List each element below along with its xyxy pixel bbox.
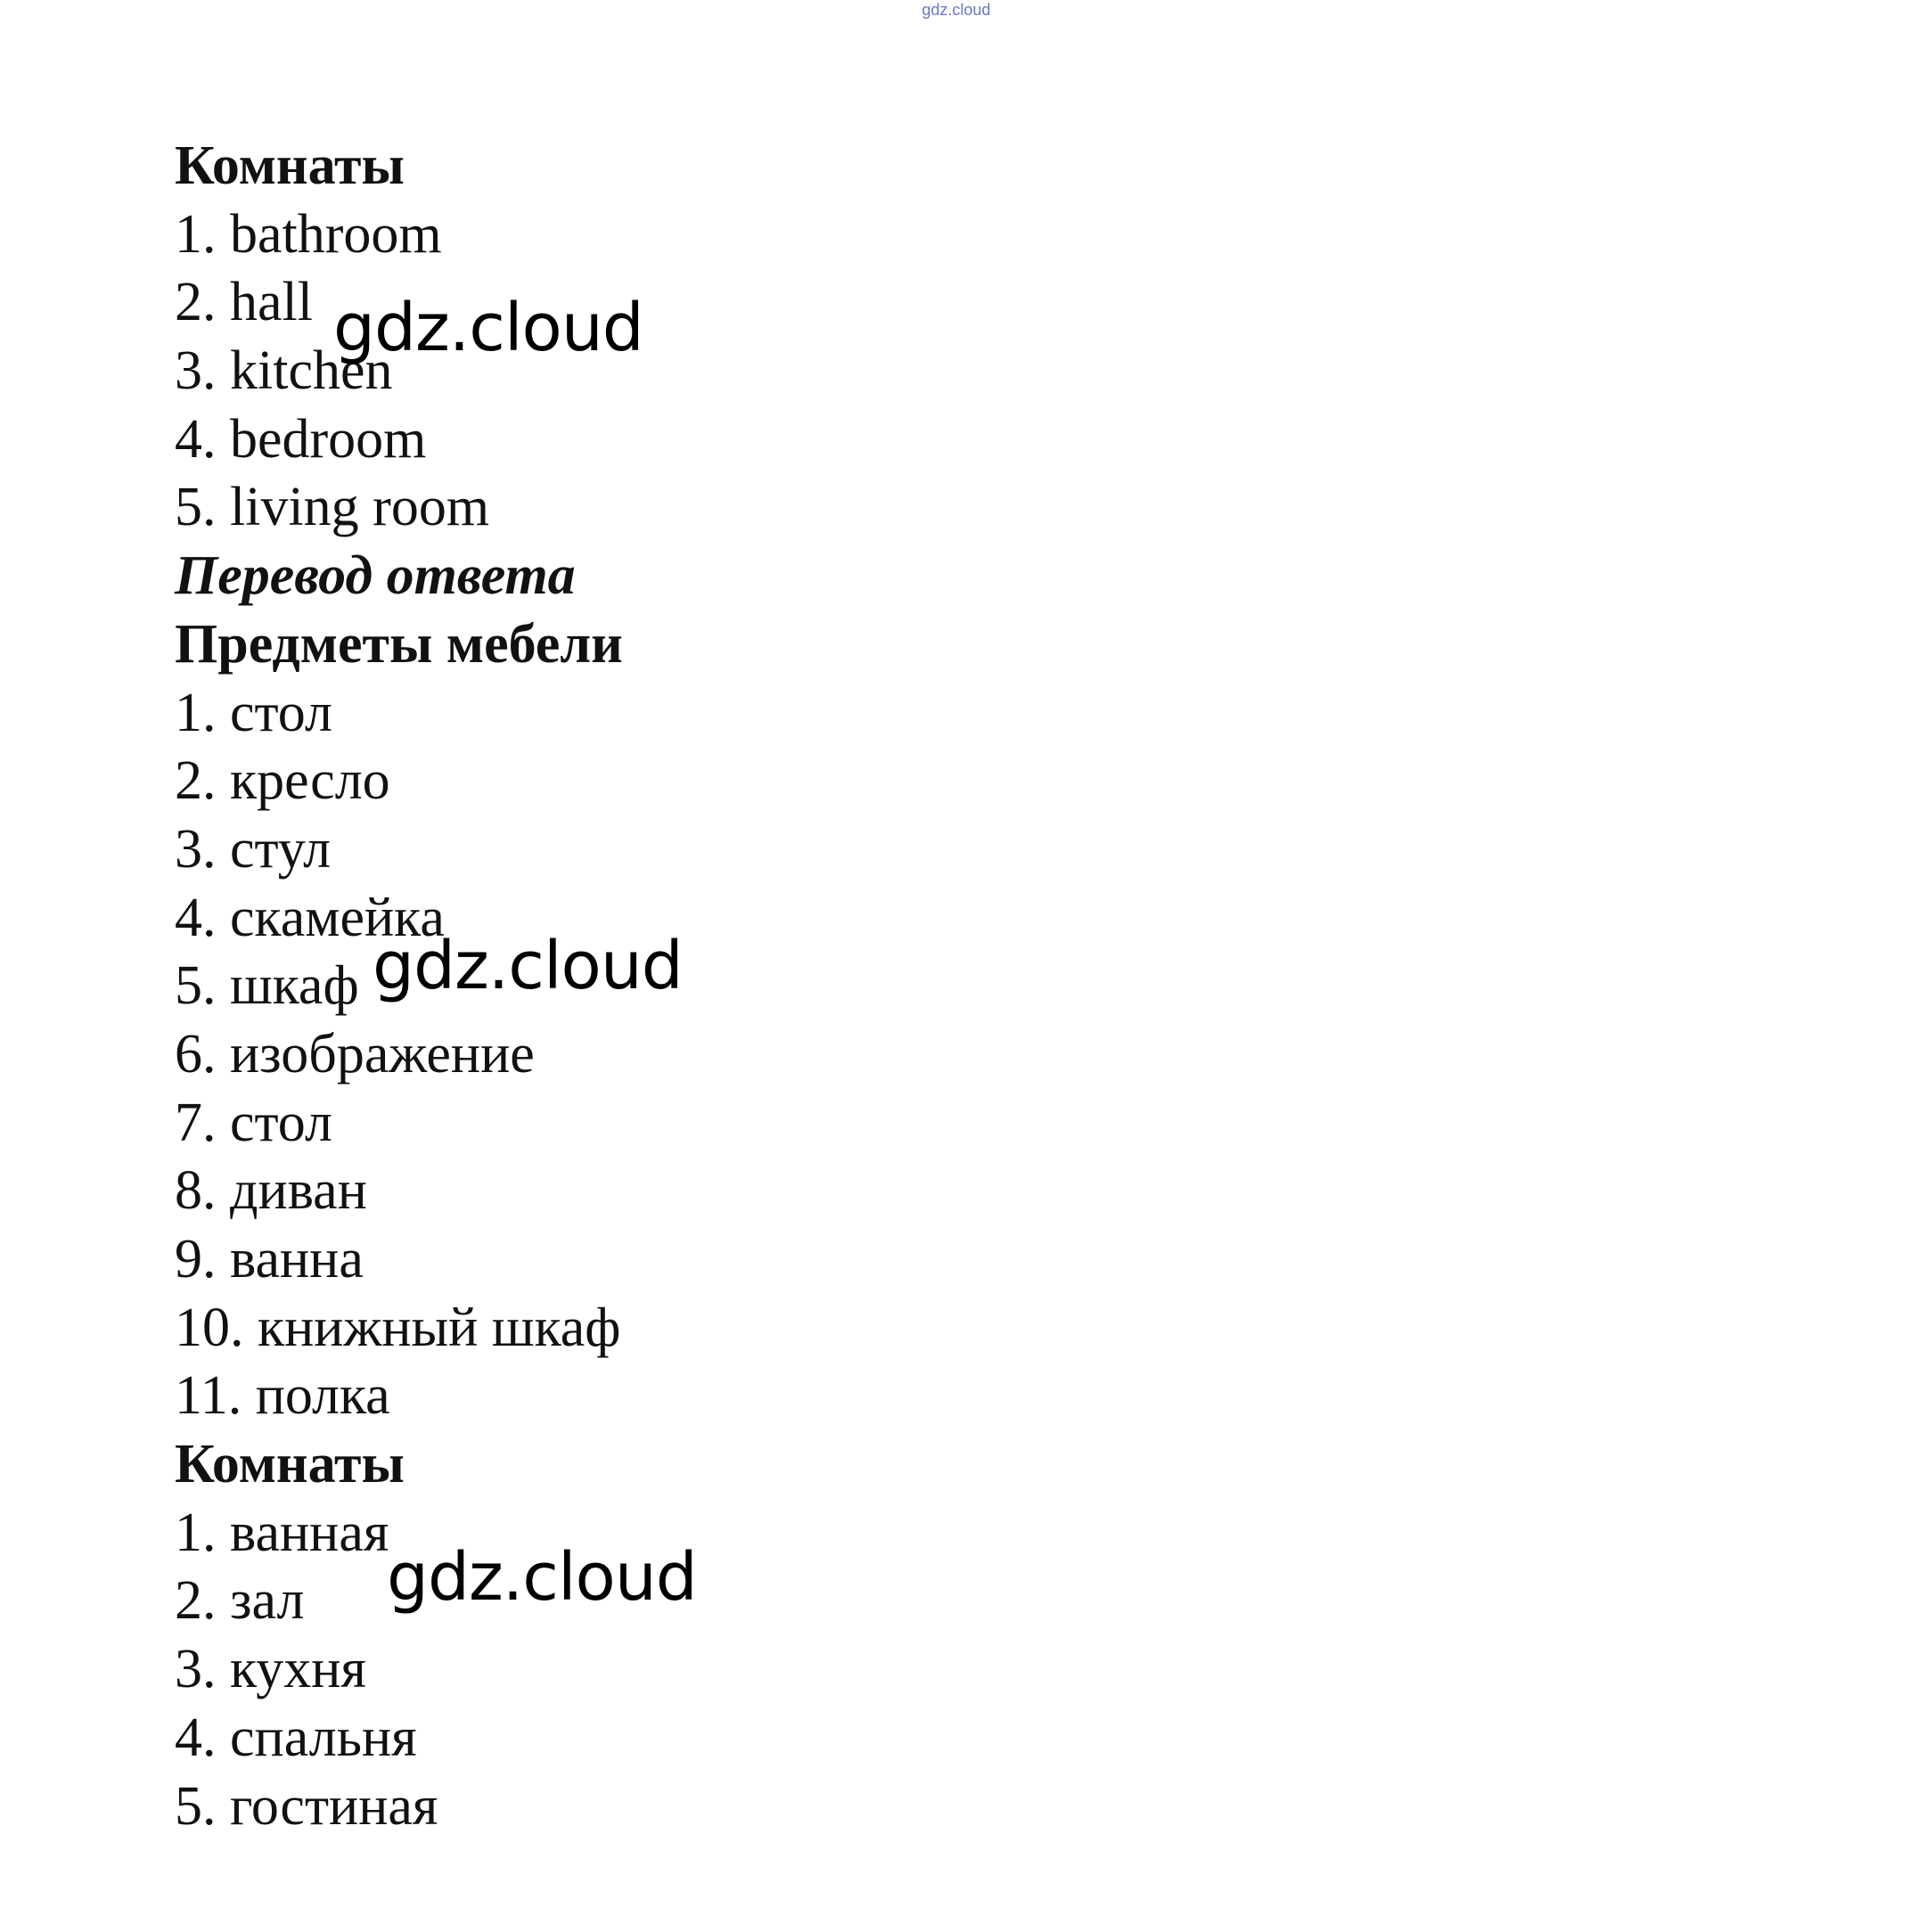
watermark-text: gdz.cloud bbox=[333, 290, 643, 366]
list-item: 7. стол bbox=[175, 1092, 332, 1153]
section-title-furniture: Предметы мебели bbox=[175, 613, 623, 675]
list-item: 5. шкаф bbox=[175, 955, 359, 1017]
list-item: 5. living room bbox=[175, 477, 490, 538]
list-item: 4. спальня bbox=[175, 1707, 417, 1768]
list-item: 2. кресло bbox=[175, 750, 390, 812]
list-item: 6. изображение bbox=[175, 1023, 535, 1085]
list-item: 3. kitchen bbox=[175, 340, 393, 402]
watermark-text: gdz.cloud bbox=[373, 928, 683, 1004]
watermark-text: gdz.cloud bbox=[387, 1539, 697, 1616]
list-item: 8. диван bbox=[175, 1160, 367, 1222]
list-item: 10. книжный шкаф bbox=[175, 1297, 621, 1358]
list-item: 1. стол bbox=[175, 682, 332, 743]
list-item: 9. ванна bbox=[175, 1229, 364, 1289]
list-item: 2. hall bbox=[175, 272, 313, 333]
list-item: 3. кухня bbox=[175, 1639, 366, 1700]
list-item: 5. гостиная bbox=[175, 1775, 438, 1837]
list-item: 11. полка bbox=[175, 1365, 390, 1427]
top-watermark-text: gdz.cloud bbox=[921, 1, 991, 19]
section-title-rooms-ru: Комнаты bbox=[175, 1434, 405, 1495]
list-item: 1. bathroom bbox=[175, 203, 442, 265]
list-item: 2. зал bbox=[175, 1570, 305, 1632]
section-title-translation: Перевод ответа bbox=[175, 545, 576, 607]
list-item: 1. ванная bbox=[175, 1502, 389, 1563]
list-item: 4. bedroom bbox=[175, 408, 427, 470]
list-item: 3. стул bbox=[175, 818, 332, 880]
list-item: 4. скамейка bbox=[175, 887, 445, 948]
section-title-rooms-en: Комнаты bbox=[175, 135, 405, 196]
